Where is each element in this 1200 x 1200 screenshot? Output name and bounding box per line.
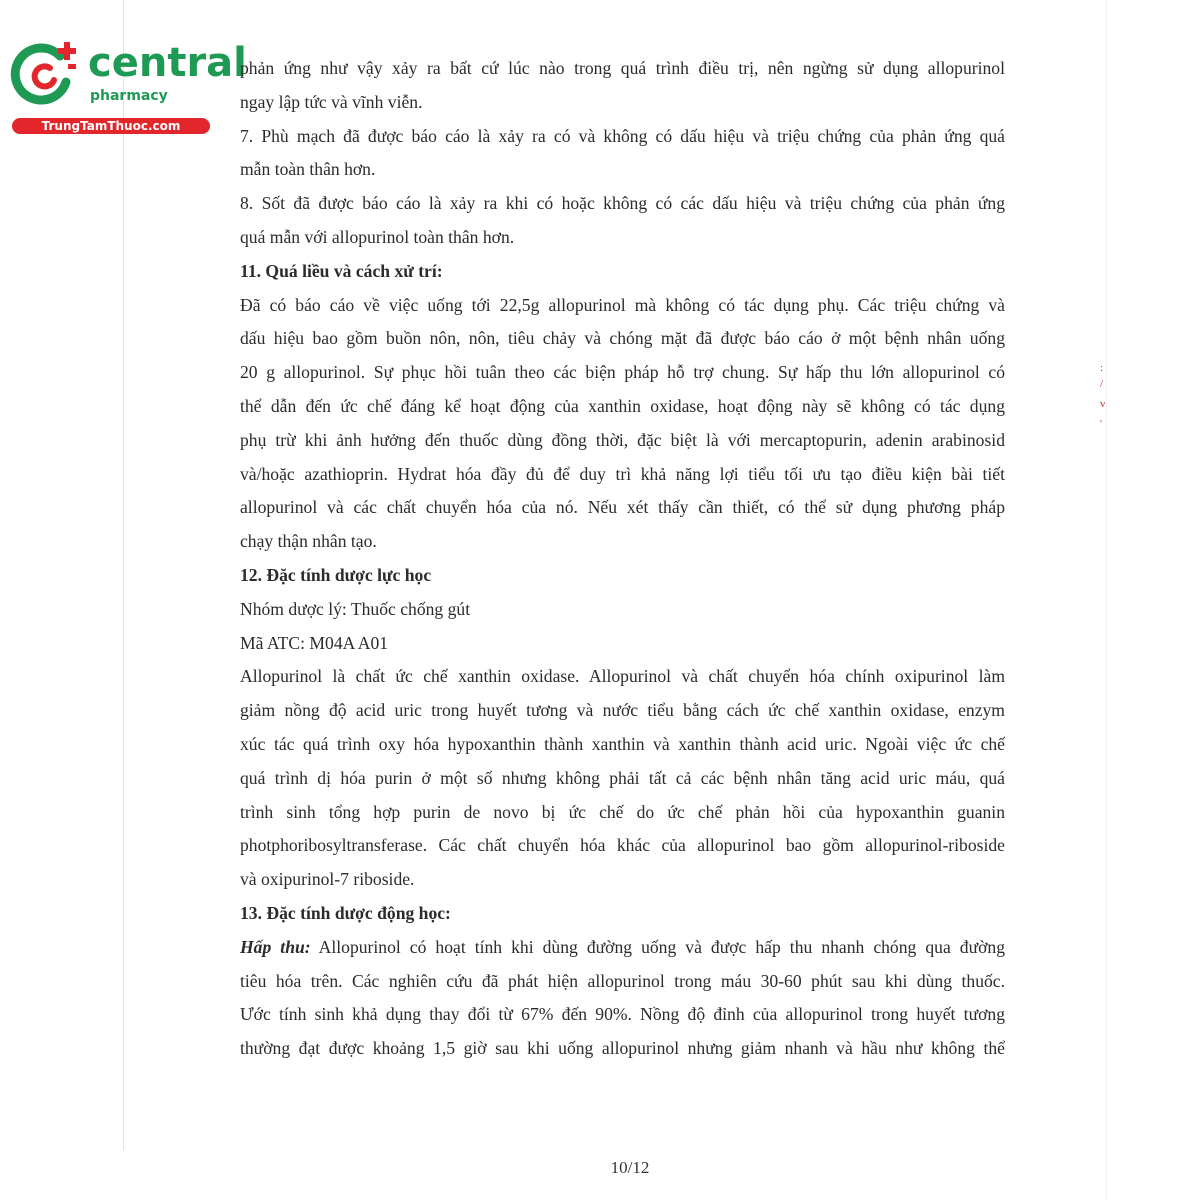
- text-line: Nhóm dược lý: Thuốc chống gút: [240, 598, 471, 619]
- text-line-content: Allopurinol có hoạt tính khi dùng đường uống và được hấp thu nhanh chóng qua đường: [310, 936, 1005, 957]
- logo-website: TrungTamThuoc.com: [12, 118, 210, 134]
- text-line: phụ trừ khi ảnh hưởng đến thuốc dùng đồng thời, đặc biệt là với mercaptopurin, adenin arabinosid: [240, 429, 1005, 450]
- margin-scan-mark: :: [1100, 362, 1104, 374]
- text-line: Mã ATC: M04A A01: [240, 632, 389, 653]
- text-line: trình sinh tổng hợp purin de novo bị ức chế do ức chế phản hồi của hypoxanthin guanin: [240, 801, 1005, 822]
- text-line: dấu hiệu bao gồm buồn nôn, nôn, tiêu chảy và chóng mặt đã được báo cáo ở một bệnh nhân uống: [240, 328, 1005, 349]
- margin-scan-mark: ': [1100, 418, 1102, 430]
- text-line: xúc tác quá trình oxy hóa hypoxanthin thành xanthin và xanthin thành acid uric. Ngoài việc ức chế: [240, 733, 1005, 754]
- text-line: photphoribosyltransferase. Các chất chuyển hóa khác của allopurinol bao gồm allopurinol-riboside: [240, 835, 1005, 856]
- central-pharmacy-logo: [10, 38, 247, 138]
- text-line: Ước tính sinh khả dụng thay đổi từ 67% đến 90%. Nồng độ đỉnh của allopurinol trong huyết tương: [240, 1004, 1005, 1025]
- logo-wordmark: central: [88, 40, 247, 86]
- text-line: mẫn toàn thân hơn.: [240, 159, 376, 180]
- text-line: quá trình dị hóa purin ở một số nhưng không phải tất cả các bệnh nhân tăng acid uric máu, quá: [240, 767, 1005, 788]
- central-pharmacy-logo-icon: [10, 38, 80, 108]
- text-line: 8. Sốt đã được báo cáo là xảy ra khi có hoặc không có các dấu hiệu và triệu chứng của phản ứng: [240, 193, 1005, 214]
- section-heading: 13. Đặc tính dược động học:: [240, 902, 451, 923]
- text-line: allopurinol và các chất chuyển hóa của nó. Nếu xét thấy cần thiết, có thể sử dụng phương pháp: [240, 497, 1005, 518]
- margin-scan-mark: /: [1100, 378, 1104, 390]
- page-number: 10/12: [610, 1158, 650, 1177]
- text-line: giảm nồng độ acid uric trong huyết tương và nước tiểu bằng cách ức chế xanthin oxidase, enzym: [240, 700, 1005, 721]
- text-line: thường đạt được khoảng 1,5 giờ sau khi uống allopurinol nhưng giảm nhanh và hầu như không thể: [240, 1038, 1005, 1059]
- text-line: và oxipurinol-7 riboside.: [240, 869, 415, 890]
- text-line: chạy thận nhân tạo.: [240, 531, 377, 552]
- text-line: 20 g allopurinol. Sự phục hồi tuân theo các biện pháp hỗ trợ chung. Sự hấp thu lớn allopurinol có: [240, 362, 1005, 383]
- text-line: thể dẫn đến ức chế đáng kể hoạt động của xanthin oxidase, hoạt động này sẽ không có tác dụng: [240, 395, 1005, 416]
- logo-subtitle: pharmacy: [90, 88, 168, 104]
- text-line: Allopurinol là chất ức chế xanthin oxidase. Allopurinol và chất chuyển hóa chính oxipurinol làm: [240, 666, 1005, 687]
- section-heading: 12. Đặc tính dược lực học: [240, 564, 432, 585]
- text-line: và/hoặc azathioprin. Hydrat hóa đầy đủ để duy trì khả năng lợi tiểu tối ưu tạo điều kiện bài tiết: [240, 463, 1005, 484]
- text-line: 7. Phù mạch đã được báo cáo là xảy ra có và không có dấu hiệu và triệu chứng của phản ứng quá: [240, 125, 1005, 146]
- text-line: quá mẫn với allopurinol toàn thân hơn.: [240, 226, 515, 247]
- text-line: Đã có báo cáo về việc uống tới 22,5g allopurinol mà không có tác dụng phụ. Các triệu chứng và: [240, 294, 1005, 315]
- page-edge-right: [1106, 0, 1107, 1200]
- text-line: tiêu hóa trên. Các nghiên cứu đã phát hiện allopurinol trong máu 30-60 phút sau khi dùng thuốc.: [240, 970, 1005, 991]
- section-heading: 11. Quá liều và cách xử trí:: [240, 260, 443, 281]
- subsection-label: Hấp thu:: [240, 936, 311, 957]
- document-body: [240, 52, 1005, 1066]
- text-line: ngay lập tức và vĩnh viễn.: [240, 91, 423, 112]
- page-edge-left: [123, 0, 124, 1150]
- text-line: [240, 931, 1005, 965]
- margin-scan-mark: v: [1100, 398, 1106, 410]
- text-line: phản ứng như vậy xảy ra bất cứ lúc nào trong quá trình điều trị, nên ngừng sử dụng allopurinol: [240, 58, 1005, 78]
